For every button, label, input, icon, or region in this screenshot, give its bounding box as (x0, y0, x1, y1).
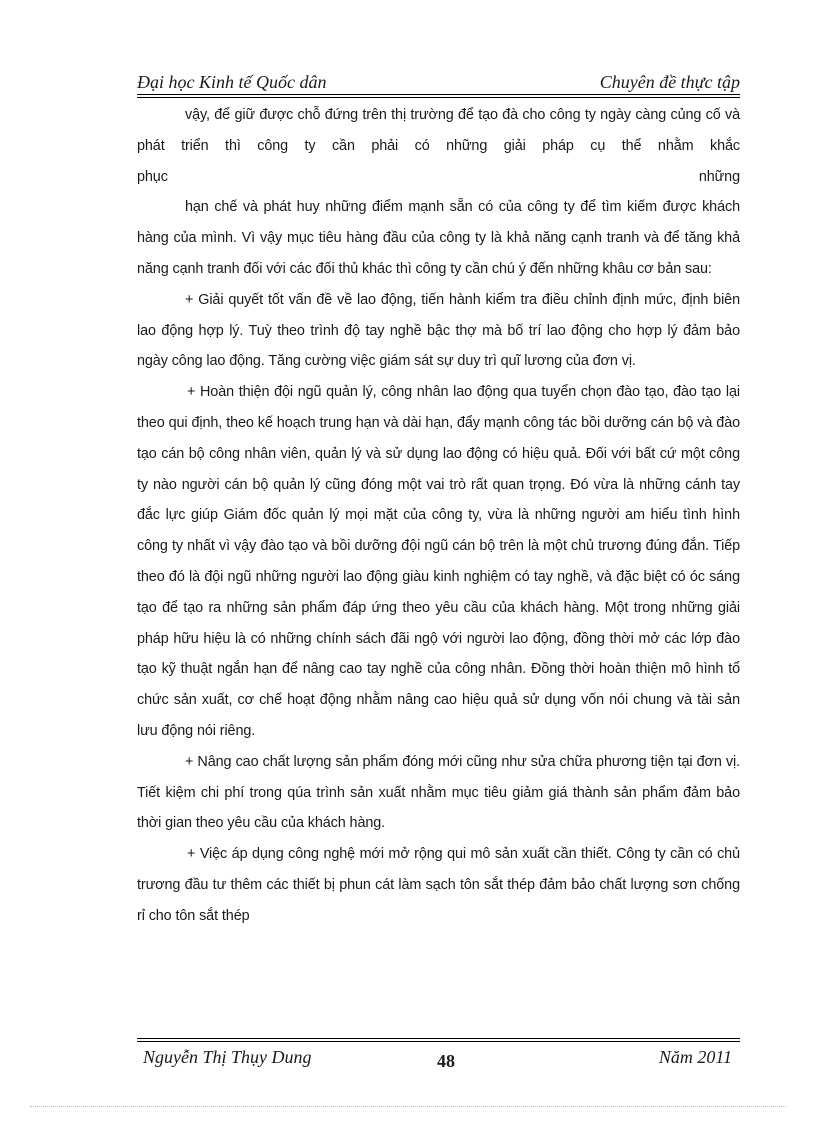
footer-year: Năm 2011 (658, 1047, 732, 1067)
header-university: Đại học Kinh tế Quốc dân (137, 72, 327, 92)
paragraph: + Giải quyết tốt vấn đề về lao động, tiến hành kiểm tra điều chỉnh định mức, định biên lao động hợp lý. Tuỳ theo trình độ tay nghề bậc thợ mà bố trí lao động cho hợp lý đảm bảo ngày công lao động. Tăng cường việc giám sát sự duy trì quĩ lương của đơn vị. (137, 291, 740, 370)
footer-author: Nguyễn Thị Thụy Dung (143, 1047, 312, 1067)
page-bottom-divider (30, 1106, 786, 1107)
footer-rule-thin (137, 1038, 740, 1039)
page-number: 48 (437, 1051, 455, 1071)
page-footer (137, 1043, 740, 1071)
paragraph: phục những (137, 168, 740, 185)
document-body (137, 100, 740, 932)
paragraph: hạn chế và phát huy những điểm mạnh sẵn có của công ty để tìm kiếm được khách hàng của mình. Vì vậy mục tiêu hàng đầu của công ty là khả năng cạnh tranh và để tăng khả năng cạnh tranh đối với các đối thủ khác thì công ty cần chú ý đến những khâu cơ bản sau: (137, 199, 740, 277)
paragraph: + Việc áp dụng công nghệ mới mở rộng qui mô sản xuất cần thiết. Công ty cần có chủ trương đầu tư thêm các thiết bị phun cát làm sạch tôn sắt thép đảm bảo chất lượng sơn chống rỉ cho tôn sắt thép (137, 846, 740, 924)
paragraph: vậy, để giữ được chỗ đứng trên thị trường để tạo đà cho công ty ngày càng củng cố và phát triển thì công ty cần phải có những giải pháp cụ thể nhằm khắc (137, 107, 740, 154)
paragraph: + Hoàn thiện đội ngũ quản lý, công nhân lao động qua tuyển chọn đào tạo, đào tạo lại theo qui định, theo kế hoạch trung hạn và dài hạn, đẩy mạnh công tác bồi dưỡng cán bộ và đào tạo cán bộ công nhân viên, quản lý và sử dụng lao động có hiệu quả. Đối với bất cứ một công ty nào người cán bộ quản lý cũng đóng một vai trò rất quan trọng. Đó vừa là những cánh tay đắc lực giúp Giám đốc quản lý mọi mặt của công ty, vừa là những người am hiểu tình hình công ty nhất vì vậy đào tạo và bồi dưỡng đội ngũ cán bộ trên là một chủ trương đúng đắn. Tiếp theo đó là đội ngũ những người lao động giàu kinh nghiệm có tay nghề, và đặc biệt có óc sáng tạo để tạo ra những sản phẩm đáp ứng theo yêu cầu của khách hàng. Một trong những giải pháp hữu hiệu là có những chính sách đãi ngộ với người lao động, đồng thời mở các lớp đào tạo kỹ thuật ngắn hạn để nâng cao tay nghề của công nhân. Đồng thời hoàn thiện mô hình tổ chức sản xuất, cơ chế hoạt động nhằm nâng cao hiệu quả sử dụng vốn nói chung và tài sản lưu động nói riêng. (137, 384, 740, 739)
header-rule-thin (137, 97, 740, 98)
header-document-type: Chuyên đề thực tập (599, 72, 740, 92)
paragraph: + Nâng cao chất lượng sản phẩm đóng mới cũng như sửa chữa phương tiện tại đơn vị. Tiết kiệm chi phí trong qúa trình sản xuất nhằm mục tiêu giảm giá thành sản phẩm đảm bảo thời gian theo yêu cầu của khách hàng. (137, 753, 740, 832)
header-rule (137, 94, 740, 95)
page-header (137, 70, 740, 94)
footer-rule (137, 1041, 740, 1042)
